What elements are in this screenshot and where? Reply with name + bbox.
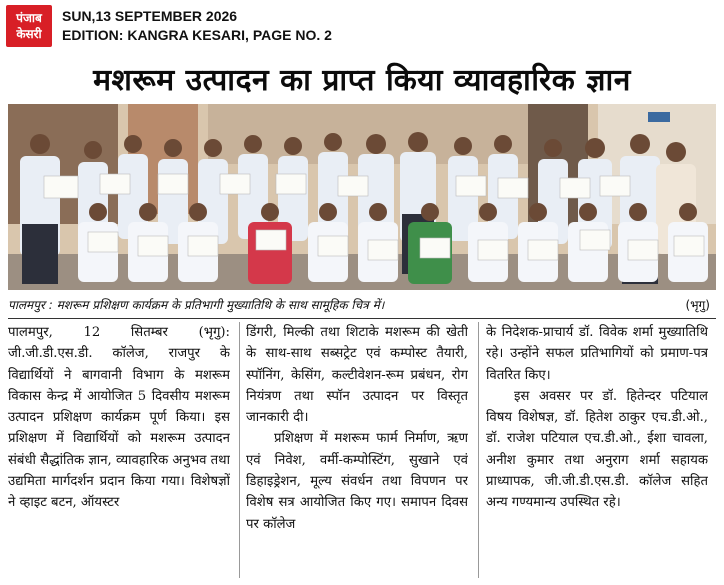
column-divider-1: [239, 322, 240, 578]
column-2-paragraph-2: प्रशिक्षण में मशरूम फार्म निर्माण, ऋण एवं निवेश, वर्मी-कम्पोस्टिंग, सुखाने एवं डिहाइड्रेशन, मूल्य संवर्धन तथा विपणन पर विशेष सत्र आयोजित किए गए। समापन दिवस पर कॉलेज: [246, 431, 468, 532]
edition-info: EDITION: KANGRA KESARI, PAGE NO. 2: [62, 27, 332, 43]
article-column-2: [246, 322, 468, 580]
column-divider-2: [478, 322, 479, 578]
caption-rule: [8, 318, 716, 319]
column-1-paragraph-1: पालमपुर, 12 सितम्बर (भृगु): जी.जी.डी.एस.डी. कॉलेज, राजपुर के विद्यार्थियों ने बागवानी विभाग के मशरूम विकास केन्द्र में आयोजित 5 दिवसीय मशरूम उत्पादन प्रशिक्षण कार्यक्रम पूर्ण किया। इस प्रशिक्षण में विद्यार्थियों को मशरूम उत्पादन संबंधी सैद्धांतिक ज्ञान, व्यावहारिक अनुभव तथा उद्यमिता मार्गदर्शन प्रदान किया गया। विशेषज्ञों ने व्हाइट बटन, ऑयस्टर: [8, 325, 230, 511]
punjab-kesari-logo: [6, 5, 52, 47]
article-headline: मशरूम उत्पादन का प्राप्त किया व्यावहारिक ज्ञान: [93, 63, 631, 98]
photo-caption: पालमपुर : मशरूम प्रशिक्षण कार्यक्रम के प्रतिभागी मुख्यातिथि के साथ सामूहिक चित्र में।: [8, 298, 385, 312]
photo-caption-row: [8, 294, 716, 316]
publication-date: SUN,13 SEPTEMBER 2026: [62, 8, 238, 24]
column-3-paragraph-1: के निदेशक-प्राचार्य डॉ. विवेक शर्मा मुख्यातिथि रहे। उन्होंने सफल प्रतिभागियों को प्रमाण-पत्र वितरित किए।: [486, 325, 708, 383]
article-column-1: [8, 322, 230, 580]
logo-line-1: पंजाब: [16, 11, 42, 25]
column-3-paragraph-2: इस अवसर पर डॉ. हितेन्दर पटियाल विषय विशेषज्ञ, डॉ. हितेश ठाकुर एच.डी.ओ., डॉ. राजेश पटियाल एच.डी.ओ., ईशा चावला, अनीश कुमार तथा अनुराग शर्मा सहायक प्राध्यापक, जी.जी.डी.एस.डी. कॉलेज सहित अन्य गण्यमान्य उपस्थित रहे।: [486, 388, 708, 511]
logo-line-2: केसरी: [16, 27, 42, 41]
article-column-3: [486, 322, 708, 580]
group-photo: [8, 104, 716, 290]
column-2-paragraph-1: डिंगरी, मिल्की तथा शिटाके मशरूम की खेती के साथ-साथ सब्सट्रेट एवं कम्पोस्ट तैयारी, स्पॉनिंग, केसिंग, कल्टीवेशन-रूम प्रबंधन, रोग नियंत्रण तथा स्पॉन उत्पादन पर विस्तृत जानकारी दी।: [246, 325, 468, 426]
masthead: [0, 0, 724, 52]
photo-credit: (भृगु): [685, 298, 710, 312]
